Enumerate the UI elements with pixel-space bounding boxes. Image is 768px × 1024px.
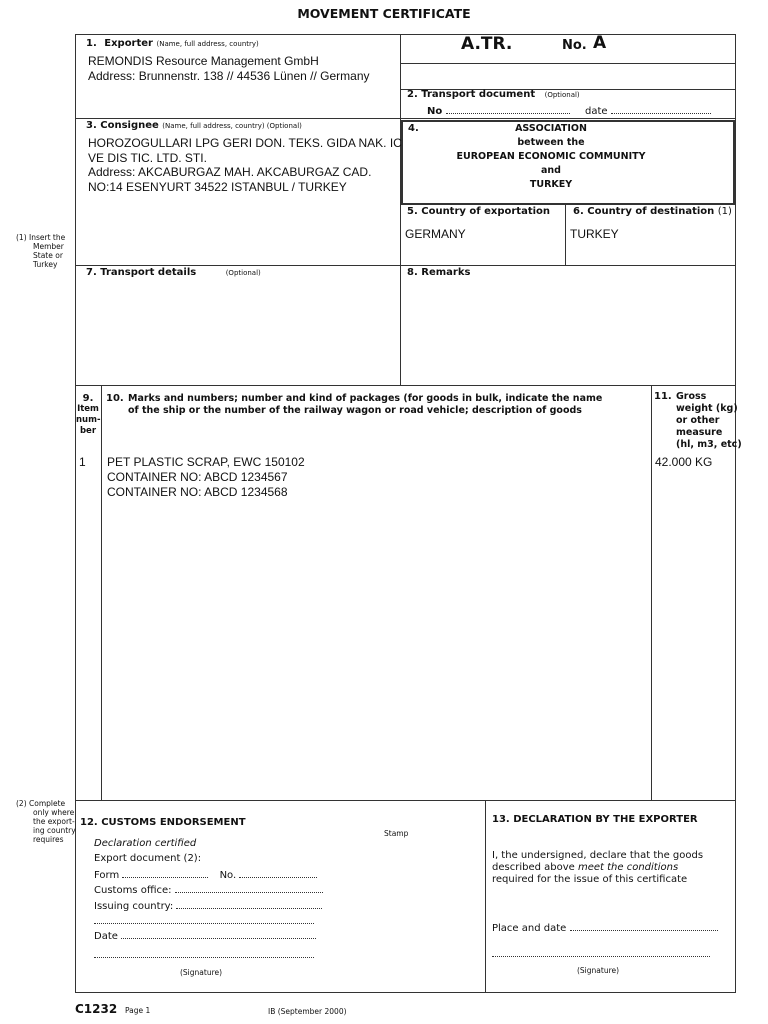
- blank-line: [94, 914, 314, 927]
- exporter-hint: (Name, full address, country): [156, 40, 259, 48]
- transport-details-title: 7. Transport details: [86, 267, 197, 278]
- note-line: Turkey: [33, 260, 58, 269]
- form-code: C1232: [75, 1002, 118, 1016]
- page-title: MOVEMENT CERTIFICATE: [297, 6, 471, 21]
- item-number-line: num-: [76, 415, 101, 425]
- gross-weight-line: weight (kg): [676, 403, 738, 414]
- note-line: requires: [33, 835, 64, 844]
- gross-weight-line: (hl, m3, etc): [676, 439, 742, 450]
- country-exportation-value: GERMANY: [405, 227, 466, 241]
- note-line: (1) Insert the: [16, 233, 66, 242]
- consignee-line: HOROZOGULLARI LPG GERI DON. TEKS. GIDA NAK. IC: [88, 136, 402, 150]
- blank-dots: [94, 914, 314, 924]
- item-number-line: Item: [77, 404, 99, 414]
- customs-signature-label: (Signature): [180, 968, 223, 977]
- exporter-address: Address: Brunnenstr. 138 // 44536 Lünen // Germany: [88, 69, 370, 83]
- transport-document-date: [585, 104, 711, 117]
- signature-dots: [94, 948, 314, 958]
- form-no-label: No.: [219, 870, 237, 881]
- issuing-country-line: [94, 899, 322, 912]
- divider: [75, 800, 736, 801]
- country-destination-label: [573, 206, 732, 217]
- note-line: Member: [33, 242, 64, 251]
- exporter-title: Exporter: [104, 38, 153, 49]
- gross-weight-line: measure: [676, 427, 723, 438]
- country-exportation-label: 5. Country of exportation: [407, 206, 551, 217]
- note-line: (2) Complete: [16, 799, 66, 808]
- divider: [400, 63, 736, 64]
- transport-details-label: [86, 267, 261, 278]
- form-label: Form: [94, 870, 120, 881]
- gross-weight-value: 42.000 KG: [655, 455, 713, 469]
- margin-note-2: [16, 799, 76, 844]
- place-date-dots: [570, 921, 718, 931]
- marks-label: [128, 393, 602, 417]
- place-date-label: Place and date: [492, 923, 567, 934]
- transport-no-line: [446, 104, 570, 114]
- divider: [565, 205, 566, 265]
- transport-document-label: [407, 89, 580, 100]
- transport-document-title: 2. Transport document: [407, 89, 536, 100]
- association-line: EUROPEAN ECONOMIC COMMUNITY: [456, 151, 646, 162]
- consignee-hint: (Name, full address, country) (Optional): [162, 122, 302, 130]
- country-destination-title: 6. Country of destination: [573, 206, 715, 217]
- signature-line: [94, 948, 314, 961]
- association-text: [401, 122, 701, 192]
- transport-details-hint: (Optional): [225, 269, 261, 277]
- exporter-num: 1.: [86, 38, 97, 49]
- place-date-line: [492, 921, 718, 934]
- transport-date-line: [611, 104, 711, 114]
- item-number-value: 1: [79, 455, 86, 469]
- date-dots: [121, 929, 316, 939]
- exporter-declaration-label: 13. DECLARATION BY THE EXPORTER: [492, 814, 698, 825]
- note-line: the export-: [33, 817, 75, 826]
- transport-document-hint: (Optional): [544, 91, 580, 99]
- divider: [400, 34, 401, 385]
- export-document-label: Export document (2):: [94, 853, 202, 864]
- declaration-text: I, the undersigned, declare that the goods: [492, 850, 704, 861]
- gross-weight-line: or other: [676, 415, 720, 426]
- note-line: ing country: [33, 826, 76, 835]
- form-dots: [122, 868, 208, 878]
- margin-note-1: [16, 233, 65, 269]
- issuing-country-dots: [176, 899, 322, 909]
- atr-no-value: A: [593, 33, 607, 53]
- country-destination-hint: (1): [717, 206, 732, 217]
- goods-description: PET PLASTIC SCRAP, EWC 150102: [107, 455, 305, 469]
- exporter-name: REMONDIS Resource Management GmbH: [88, 54, 319, 68]
- exporter-signature-label: (Signature): [577, 966, 620, 975]
- declaration-text: required for the issue of this certificate: [492, 874, 688, 885]
- note-line: only where: [33, 808, 75, 817]
- marks-num: 10.: [106, 393, 124, 404]
- gross-weight-num: 11.: [654, 391, 672, 402]
- consignee-label: [86, 120, 302, 131]
- exporter-label: [86, 38, 259, 49]
- association-line: TURKEY: [529, 179, 573, 190]
- atr-title: A.TR.: [461, 34, 513, 54]
- divider: [75, 118, 736, 119]
- item-number-num: 9.: [82, 393, 94, 404]
- association-line: and: [541, 165, 561, 176]
- declaration-certified: Declaration certified: [94, 838, 197, 849]
- form-no-dots: [239, 868, 317, 878]
- atr-no-label: No.: [562, 38, 587, 53]
- divider: [75, 385, 736, 386]
- country-destination-value: TURKEY: [570, 227, 619, 241]
- exporter-signature-dots: [492, 947, 710, 957]
- declaration-text-part: described above: [492, 862, 578, 873]
- goods-description: CONTAINER NO: ABCD 1234567: [107, 470, 288, 484]
- transport-document-no: [427, 104, 570, 117]
- note-line: State or: [33, 251, 63, 260]
- exporter-signature-line: [492, 947, 710, 960]
- consignee-title: 3. Consignee: [86, 120, 159, 131]
- marks-label-line: Marks and numbers; number and kind of packages (for goods in bulk, indicate the name: [128, 393, 603, 404]
- date-label: Date: [94, 931, 118, 942]
- marks-label-line: of the ship or the number of the railway wagon or road vehicle; description of goods: [128, 405, 582, 416]
- date-line: [94, 929, 316, 942]
- association-num: 4.: [408, 123, 419, 134]
- declaration-text-italic: meet the conditions: [577, 862, 679, 873]
- divider: [75, 265, 736, 266]
- page-number: Page 1: [125, 1006, 151, 1015]
- divider: [485, 800, 486, 993]
- item-number-line: ber: [79, 426, 97, 436]
- customs-endorsement-label: 12. CUSTOMS ENDORSEMENT: [80, 817, 246, 828]
- customs-office-dots: [175, 883, 323, 893]
- goods-description: CONTAINER NO: ABCD 1234568: [107, 485, 288, 499]
- customs-office-line: [94, 883, 323, 896]
- association-line: between the: [517, 137, 585, 148]
- remarks-label: 8. Remarks: [407, 267, 471, 278]
- consignee-line: VE DIS TIC. LTD. STI.: [88, 151, 207, 165]
- item-number-label: [76, 393, 100, 437]
- gross-weight-line: Gross: [676, 391, 707, 402]
- gross-weight-label: [676, 391, 742, 451]
- issuing-country-label: Issuing country:: [94, 901, 174, 912]
- association-line: ASSOCIATION: [515, 123, 587, 134]
- stamp-label: Stamp: [384, 829, 409, 838]
- transport-no-label: No: [427, 106, 443, 117]
- consignee-line: NO:14 ESENYURT 34522 ISTANBUL / TURKEY: [88, 180, 347, 194]
- divider: [651, 385, 652, 800]
- declaration-text: [492, 862, 678, 873]
- customs-office-label: Customs office:: [94, 885, 172, 896]
- consignee-line: Address: AKCABURGAZ MAH. AKCABURGAZ CAD.: [88, 165, 372, 179]
- divider: [101, 385, 102, 800]
- transport-date-label: date: [585, 106, 608, 117]
- edition-label: IB (September 2000): [268, 1007, 347, 1016]
- form-line: [94, 868, 317, 881]
